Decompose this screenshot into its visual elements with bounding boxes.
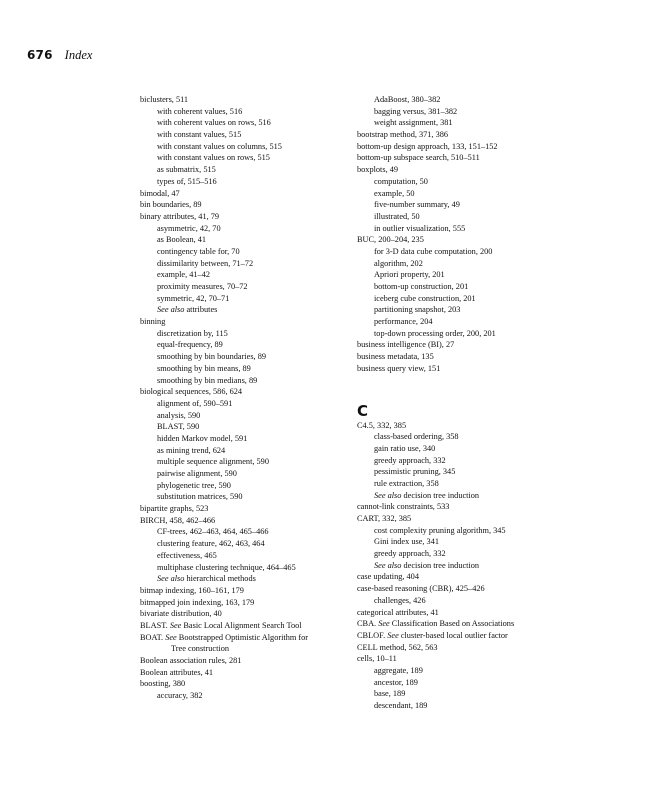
index-subentry: as Boolean, 41 (157, 235, 207, 245)
index-entry: business query view, 151 (357, 363, 441, 373)
index-entry: case updating, 404 (357, 572, 419, 582)
index-entry: business metadata, 135 (357, 352, 434, 362)
index-entry: CBA. See Classification Based on Associations (357, 619, 515, 629)
index-subentry: Gini index use, 341 (374, 537, 439, 547)
index-subentry: types of, 515–516 (157, 176, 217, 186)
index-entry-continuation: Tree construction (171, 644, 229, 654)
index-entry: BUC, 200–204, 235 (357, 235, 424, 245)
index-subentry: alignment of, 590–591 (157, 398, 233, 408)
index-entry: biological sequences, 586, 624 (140, 387, 243, 397)
index-subentry: smoothing by bin means, 89 (157, 363, 251, 373)
page-title: Index (64, 48, 93, 62)
section-letter: C (357, 401, 369, 420)
section-spacer (357, 375, 562, 402)
index-subentry: rule extraction, 358 (374, 478, 439, 488)
index-subentry: smoothing by bin boundaries, 89 (157, 352, 267, 362)
index-subentry: computation, 50 (374, 176, 428, 186)
index-subentry: substitution matrices, 590 (157, 492, 243, 502)
index-subentry: with constant values, 515 (157, 130, 242, 140)
index-subentry: in outlier visualization, 555 (374, 223, 466, 233)
index-subentry: as submatrix, 515 (157, 165, 216, 175)
index-subentry: analysis, 590 (157, 410, 201, 420)
index-subentry: algorithm, 202 (374, 258, 423, 268)
index-entry: C4.5, 332, 385 (357, 420, 407, 430)
index-entry: bivariate distribution, 40 (140, 609, 222, 619)
index-subentry: CF-trees, 462–463, 464, 465–466 (157, 527, 269, 537)
index-column-left (140, 94, 345, 702)
index-subentry: multiphase clustering technique, 464–465 (157, 562, 296, 572)
index-subentry: with constant values on rows, 515 (157, 153, 270, 163)
index-subentry: discretization by, 115 (157, 328, 228, 338)
index-entry: bin boundaries, 89 (140, 200, 202, 210)
index-subentry: See also decision tree induction (374, 560, 480, 570)
index-entry: CBLOF. See cluster-based local outlier factor (357, 630, 508, 640)
index-subentry: pairwise alignment, 590 (157, 469, 237, 478)
index-entry: boosting, 380 (140, 679, 186, 689)
index-entry: bottom-up design approach, 133, 151–152 (357, 141, 498, 151)
index-subentry: challenges, 426 (374, 595, 426, 605)
index-subentry: See also hierarchical methods (157, 574, 256, 584)
index-subentry: hidden Markov model, 591 (157, 433, 248, 443)
page-number: 676 (27, 48, 53, 62)
index-subentry: contingency table for, 70 (157, 246, 240, 256)
index-entry: Boolean association rules, 281 (140, 656, 242, 665)
index-entry: case-based reasoning (CBR), 425–426 (357, 584, 485, 594)
index-subentry: with coherent values, 516 (157, 106, 243, 116)
index-subentry: top-down processing order, 200, 201 (374, 328, 496, 338)
index-entry: cannot-link constraints, 533 (357, 502, 450, 512)
index-entry: categorical attributes, 41 (357, 607, 439, 617)
index-subentry: bottom-up construction, 201 (374, 282, 469, 291)
index-entry: bitmapped join indexing, 163, 179 (140, 597, 255, 607)
index-subentry: equal-frequency, 89 (157, 340, 223, 350)
index-subentry: pessimistic pruning, 345 (374, 467, 456, 477)
index-subentry: with coherent values on rows, 516 (157, 118, 271, 128)
index-column-right (357, 94, 562, 712)
index-subentry: gain ratio use, 340 (374, 443, 436, 453)
index-entry: CELL method, 562, 563 (357, 642, 438, 652)
index-entry: business intelligence (BI), 27 (357, 340, 455, 350)
index-entry: binning (140, 317, 166, 327)
index-subentry: class-based ordering, 358 (374, 432, 459, 442)
index-subentry: clustering feature, 462, 463, 464 (157, 539, 265, 549)
index-entry: boxplots, 49 (357, 165, 399, 175)
index-subentry: BLAST, 590 (157, 422, 200, 432)
index-entry: bottom-up subspace search, 510–511 (357, 153, 480, 163)
index-entry: bitmap indexing, 160–161, 179 (140, 585, 244, 595)
index-subentry: proximity measures, 70–72 (157, 282, 248, 291)
index-entry: cells, 10–11 (357, 654, 397, 664)
index-entry: BIRCH, 458, 462–466 (140, 515, 216, 525)
index-subentry: iceberg cube construction, 201 (374, 293, 476, 303)
index-entry: BLAST. See Basic Local Alignment Search Tool (140, 620, 302, 630)
index-subentry: See also decision tree induction (374, 490, 480, 500)
index-subentry: effectiveness, 465 (157, 550, 217, 560)
index-subentry: bagging versus, 381–382 (374, 106, 458, 116)
index-subentry: AdaBoost, 380–382 (374, 95, 441, 104)
index-entry: binary attributes, 41, 79 (140, 211, 220, 221)
index-subentry: Apriori property, 201 (374, 270, 445, 280)
index-subentry: for 3-D data cube computation, 200 (374, 246, 493, 256)
index-subentry: greedy approach, 332 (374, 455, 446, 465)
index-subentry: phylogenetic tree, 590 (157, 480, 231, 490)
index-subentry: symmetric, 42, 70–71 (157, 293, 230, 303)
index-entry: Boolean attributes, 41 (140, 667, 214, 677)
index-subentry: performance, 204 (374, 317, 433, 327)
index-subentry: aggregate, 189 (374, 665, 423, 675)
index-entry: bootstrap method, 371, 386 (357, 130, 449, 140)
index-subentry: ancestor, 189 (374, 677, 418, 687)
index-subentry: multiple sequence alignment, 590 (157, 457, 269, 467)
index-subentry: smoothing by bin medians, 89 (157, 375, 258, 385)
index-entry: bimodal, 47 (140, 188, 180, 198)
index-entry: bipartite graphs, 523 (140, 504, 209, 514)
index-subentry: accuracy, 382 (157, 691, 203, 701)
index-subentry: illustrated, 50 (374, 211, 420, 221)
index-entry: BOAT. See Bootstrapped Optimistic Algorithm for (140, 632, 309, 642)
index-subentry: See also attributes (157, 305, 218, 315)
index-subentry: cost complexity pruning algorithm, 345 (374, 525, 506, 535)
index-subentry: dissimilarity between, 71–72 (157, 258, 254, 268)
index-entry: CART, 332, 385 (357, 514, 412, 523)
index-subentry: descendant, 189 (374, 701, 428, 710)
index-subentry: as mining trend, 624 (157, 445, 226, 455)
index-subentry: with constant values on columns, 515 (157, 141, 282, 151)
index-subentry: base, 189 (374, 689, 406, 699)
index-subentry: greedy approach, 332 (374, 549, 446, 559)
index-subentry: weight assignment, 381 (374, 118, 453, 128)
index-subentry: example, 41–42 (157, 270, 210, 280)
index-entry: biclusters, 511 (140, 95, 189, 104)
index-subentry: asymmetric, 42, 70 (157, 223, 221, 233)
index-subentry: example, 50 (374, 188, 415, 198)
page-header (27, 46, 92, 66)
index-subentry: partitioning snapshot, 203 (374, 305, 461, 315)
index-subentry: five-number summary, 49 (374, 200, 460, 210)
